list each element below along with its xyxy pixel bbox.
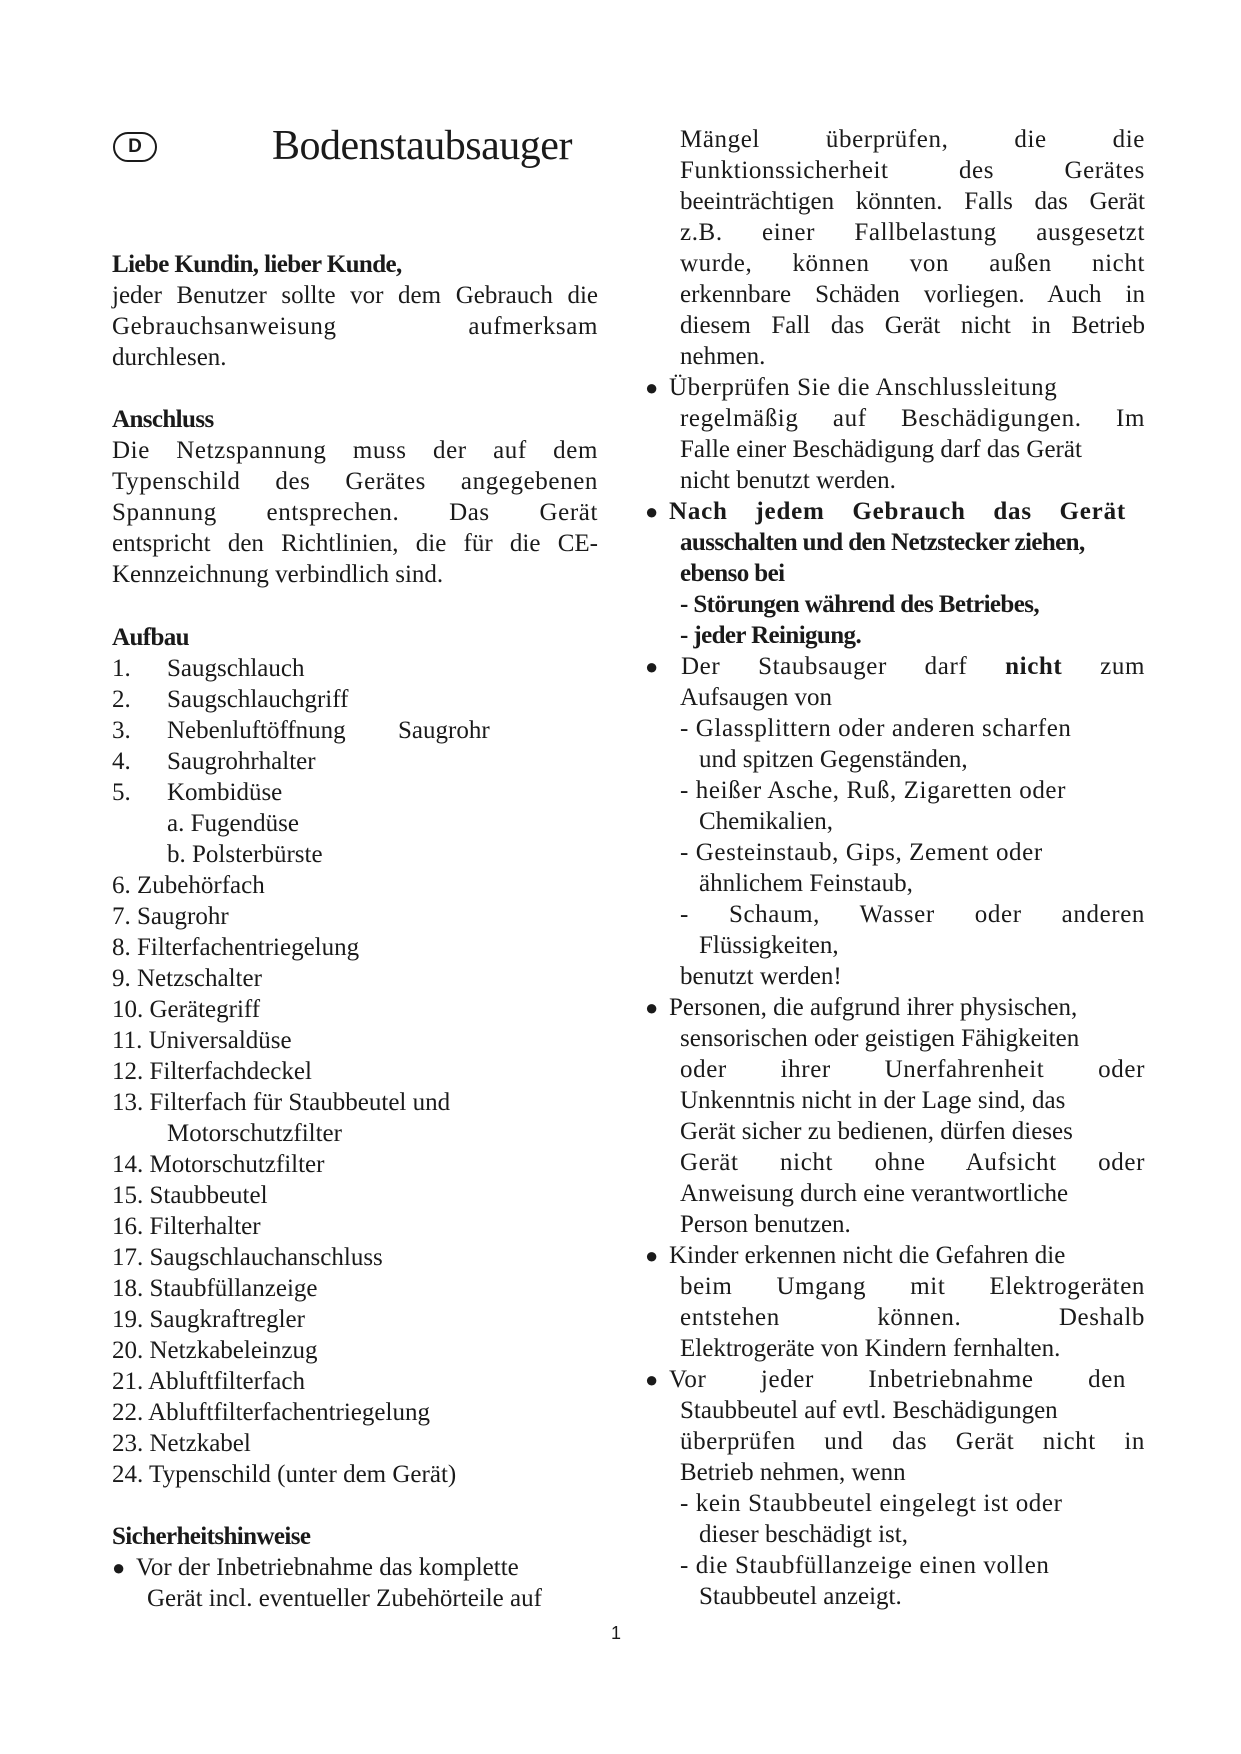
list-item: 21. Abluftfilterfach xyxy=(112,1368,305,1395)
intro-line: jeder Benutzer sollte vor dem Gebrauch die xyxy=(112,282,598,309)
list-item: 20. Netzkabeleinzug xyxy=(112,1337,318,1364)
safety-line: Der Staubsauger darf nicht zum xyxy=(681,653,1145,680)
safety-line: wurde, können von außen nicht xyxy=(680,250,1145,277)
safety-line: und spitzen Gegenständen, xyxy=(699,746,968,773)
safety-line: Anweisung durch eine verantwortliche xyxy=(680,1180,1069,1207)
safety-line: beim Umgang mit Elektrogeräten xyxy=(680,1273,1145,1300)
anschluss-line: Spannung entsprechen. Das Gerät xyxy=(112,499,598,526)
list-subitem: b. Polsterbürste xyxy=(167,841,323,868)
list-item: 13. Filterfach für Staubbeutel und xyxy=(112,1089,451,1116)
list-item: 11. Universaldüse xyxy=(112,1027,292,1054)
anschluss-line: Kennzeichnung verbindlich sind. xyxy=(112,561,444,588)
safety-line: Chemikalien, xyxy=(699,808,833,835)
safety-line: ausschalten und den Netzstecker ziehen, xyxy=(680,529,1085,556)
safety-line: Unkenntnis nicht in der Lage sind, das xyxy=(680,1087,1066,1114)
list-item: 18. Staubfüllanzeige xyxy=(112,1275,318,1302)
list-item: 15. Staubbeutel xyxy=(112,1182,268,1209)
safety-line: - kein Staubbeutel eingelegt ist oder xyxy=(680,1490,1063,1517)
intro-heading: Liebe Kundin, lieber Kunde, xyxy=(112,251,402,278)
safety-line: Aufsaugen von xyxy=(680,684,833,711)
page-title: Bodenstaubsauger xyxy=(272,123,572,169)
anschluss-line: Die Netzspannung muss der auf dem xyxy=(112,437,598,464)
list-item: 24. Typenschild (unter dem Gerät) xyxy=(112,1461,457,1488)
bullet-icon: ● xyxy=(112,1555,126,1580)
bullet-icon: ● xyxy=(645,1367,659,1392)
safety-line: Flüssigkeiten, xyxy=(699,932,839,959)
safety-heading: Sicherheitshinweise xyxy=(112,1523,311,1550)
safety-line: - die Staubfüllanzeige einen vollen xyxy=(680,1552,1050,1579)
safety-line: beeinträchtigen könnten. Falls das Gerät xyxy=(680,188,1145,215)
safety-line: Überprüfen Sie die Anschlussleitung xyxy=(669,374,1058,401)
safety-line: Staubbeutel anzeigt. xyxy=(699,1583,902,1610)
safety-line: - Störungen während des Betriebes, xyxy=(680,591,1040,618)
safety-line: - Gesteinstaub, Gips, Zement oder xyxy=(680,839,1043,866)
safety-line: Person benutzen. xyxy=(680,1211,851,1238)
list-subitem: a. Fugendüse xyxy=(167,810,299,837)
list-item: 17. Saugschlauchanschluss xyxy=(112,1244,383,1271)
anschluss-line: entspricht den Richtlinien, die für die CE- xyxy=(112,530,598,557)
list-item: 12. Filterfachdeckel xyxy=(112,1058,312,1085)
safety-line: Betrieb nehmen, wenn xyxy=(680,1459,906,1486)
safety-line: Staubbeutel auf evtl. Beschädigungen xyxy=(680,1397,1058,1424)
list-item: 16. Filterhalter xyxy=(112,1213,261,1240)
list-item: 10. Gerätegriff xyxy=(112,996,261,1023)
list-item: 9. Netzschalter xyxy=(112,965,262,992)
list-item: 6. Zubehörfach xyxy=(112,872,265,899)
language-badge: D xyxy=(113,132,157,162)
list-item: 19. Saugkraftregler xyxy=(112,1306,305,1333)
safety-line: überprüfen und das Gerät nicht in xyxy=(680,1428,1145,1455)
aufbau-heading: Aufbau xyxy=(112,624,189,651)
safety-line: sensorischen oder geistigen Fähigkeiten xyxy=(680,1025,1080,1052)
bullet-icon: ● xyxy=(645,1243,659,1268)
list-item-continuation: Motorschutzfilter xyxy=(167,1120,342,1147)
safety-line: Elektrogeräte von Kindern fernhalten. xyxy=(680,1335,1061,1362)
safety-line: Vor jeder Inbetriebnahme den xyxy=(669,1366,1126,1393)
safety-line: nehmen. xyxy=(680,343,766,370)
bullet-icon: ● xyxy=(645,499,659,524)
safety-line: dieser beschädigt ist, xyxy=(699,1521,908,1548)
bullet-icon: ● xyxy=(645,375,659,400)
safety-line: Kinder erkennen nicht die Gefahren die xyxy=(669,1242,1066,1269)
safety-line: z.B. einer Fallbelastung ausgesetzt xyxy=(680,219,1145,246)
safety-line: entstehen können. Deshalb xyxy=(680,1304,1145,1331)
anschluss-line: Typenschild des Gerätes angegebenen xyxy=(112,468,598,495)
safety-line: benutzt werden! xyxy=(680,963,842,990)
safety-line: erkennbare Schäden vorliegen. Auch in xyxy=(680,281,1145,308)
safety-line: Vor der Inbetriebnahme das komplette xyxy=(136,1554,519,1581)
safety-line: - Schaum, Wasser oder anderen xyxy=(680,901,1145,928)
safety-line: Mängel überprüfen, die die xyxy=(680,126,1145,153)
safety-line: - heißer Asche, Ruß, Zigaretten oder xyxy=(680,777,1067,804)
safety-line: Nach jedem Gebrauch das Gerät xyxy=(669,498,1126,525)
safety-line: Falle einer Beschädigung darf das Gerät xyxy=(680,436,1082,463)
safety-line: Gerät nicht ohne Aufsicht oder xyxy=(680,1149,1145,1176)
page-number: 1 xyxy=(611,1623,622,1643)
safety-line: nicht benutzt werden. xyxy=(680,467,896,494)
safety-line: ähnlichem Feinstaub, xyxy=(699,870,913,897)
list-item: 14. Motorschutzfilter xyxy=(112,1151,325,1178)
safety-line: Gerät sicher zu bedienen, dürfen dieses xyxy=(680,1118,1073,1145)
safety-line: Funktionssicherheit des Gerätes xyxy=(680,157,1145,184)
safety-line: regelmäßig auf Beschädigungen. Im xyxy=(680,405,1145,432)
list-item: 23. Netzkabel xyxy=(112,1430,251,1457)
safety-line: - Glassplittern oder anderen scharfen xyxy=(680,715,1072,742)
safety-line: diesem Fall das Gerät nicht in Betrieb xyxy=(680,312,1145,339)
safety-line: Gerät incl. eventueller Zubehörteile auf xyxy=(147,1585,542,1612)
intro-line: Gebrauchsanweisung aufmerksam xyxy=(112,313,598,340)
intro-line: durchlesen. xyxy=(112,344,227,371)
list-item: 22. Abluftfilterfachentriegelung xyxy=(112,1399,430,1426)
anschluss-heading: Anschluss xyxy=(112,406,214,433)
emphasis-nicht: nicht xyxy=(1005,653,1063,680)
safety-line: ebenso bei xyxy=(680,560,785,587)
bullet-icon: ● xyxy=(645,654,659,679)
safety-line: - jeder Reinigung. xyxy=(680,622,862,649)
list-item: 8. Filterfachentriegelung xyxy=(112,934,360,961)
safety-line: Personen, die aufgrund ihrer physischen, xyxy=(669,994,1078,1021)
list-item: 7. Saugrohr xyxy=(112,903,229,930)
safety-line: oder ihrer Unerfahrenheit oder xyxy=(680,1056,1145,1083)
bullet-icon: ● xyxy=(645,995,659,1020)
